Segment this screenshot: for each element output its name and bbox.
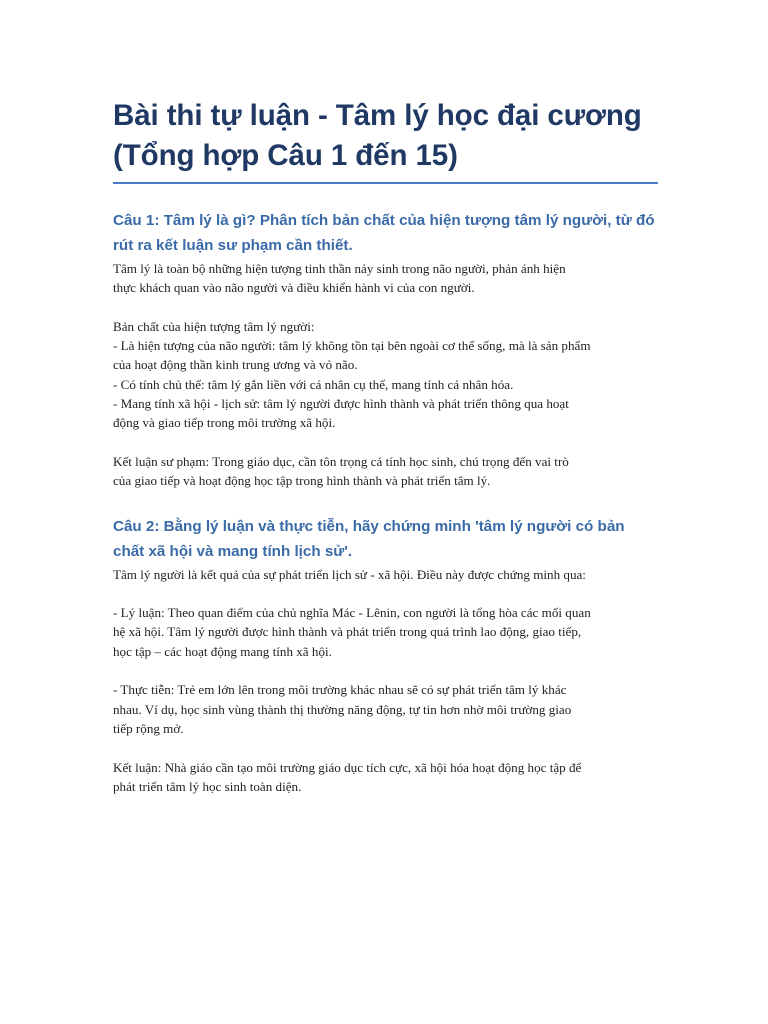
question-2-heading xyxy=(113,514,658,564)
text-line: nhau. Ví dụ, học sinh vùng thành thị thường năng động, tự tin hơn nhờ môi trường giao xyxy=(113,701,572,717)
text-line: - Mang tính xã hội - lịch sử: tâm lý người được hình thành và phát triển thông qua hoạt xyxy=(113,396,569,412)
text-line: Kết luận sư phạm: Trong giáo dục, cần tôn trọng cá tính học sinh, chú trọng đến vai trò xyxy=(113,453,569,469)
text-line: - Có tính chủ thể: tâm lý gắn liền với cá nhân cụ thể, mang tính cá nhân hóa. xyxy=(113,376,514,392)
document-title xyxy=(113,96,658,184)
question-1-conclusion xyxy=(113,452,658,491)
document-title-line: Bài thi tự luận - Tâm lý học đại cương xyxy=(113,99,642,132)
text-line: Bản chất của hiện tượng tâm lý người: xyxy=(113,318,315,334)
question-1-nature xyxy=(113,317,658,433)
text-line: phát triển tâm lý học sinh toàn diện. xyxy=(113,778,302,794)
text-line: hệ xã hội. Tâm lý người được hình thành và phát triển trong quá trình lao động, giao tiếp, xyxy=(113,624,582,640)
text-line: tiếp rộng mở. xyxy=(113,720,184,736)
text-line: động và giao tiếp trong môi trường xã hội. xyxy=(113,415,336,431)
document-page xyxy=(113,96,658,796)
text-line: Tâm lý là toàn bộ những hiện tượng tinh thần nảy sinh trong não người, phản ánh hiện xyxy=(113,261,566,276)
text-line: Kết luận: Nhà giáo cần tạo môi trường giáo dục tích cực, xã hội hóa hoạt động học tập để xyxy=(113,759,582,775)
heading-line: Câu 2: Bằng lý luận và thực tiễn, hãy chứng minh 'tâm lý người có bản xyxy=(113,517,625,535)
text-line: của hoạt động thần kinh trung ương và vỏ não. xyxy=(113,357,358,373)
text-line: Tâm lý người là kết quả của sự phát triển lịch sử - xã hội. Điều này được chứng minh qua: xyxy=(113,566,586,582)
text-line: của giao tiếp và hoạt động học tập trong hình thành và phát triển tâm lý. xyxy=(113,473,491,489)
text-line: thực khách quan vào não người và điều khiển hành vi của con người. xyxy=(113,280,475,296)
question-1-definition xyxy=(113,259,658,298)
heading-line: Câu 1: Tâm lý là gì? Phân tích bản chất của hiện tượng tâm lý người, từ đó xyxy=(113,212,655,229)
question-1-heading xyxy=(113,208,658,258)
text-line: - Lý luận: Theo quan điểm của chủ nghĩa Mác - Lênin, con người là tổng hòa các mối quan xyxy=(113,605,591,621)
text-line: học tập – các hoạt động mang tính xã hội. xyxy=(113,643,332,659)
document-title-line: (Tổng hợp Câu 1 đến 15) xyxy=(113,139,458,172)
heading-line: chất xã hội và mang tính lịch sử'. xyxy=(113,542,353,560)
question-2-intro xyxy=(113,565,658,584)
text-line: - Thực tiễn: Trẻ em lớn lên trong môi trường khác nhau sẽ có sự phát triển tâm lý khác xyxy=(113,682,567,698)
question-2-practice xyxy=(113,680,658,738)
text-line: - Là hiện tượng của não người: tâm lý không tồn tại bên ngoài cơ thể sống, mà là sản phẩm xyxy=(113,338,591,354)
heading-line: rút ra kết luận sư phạm cần thiết. xyxy=(113,237,353,254)
question-2-conclusion xyxy=(113,758,658,797)
question-2-theory xyxy=(113,603,658,661)
